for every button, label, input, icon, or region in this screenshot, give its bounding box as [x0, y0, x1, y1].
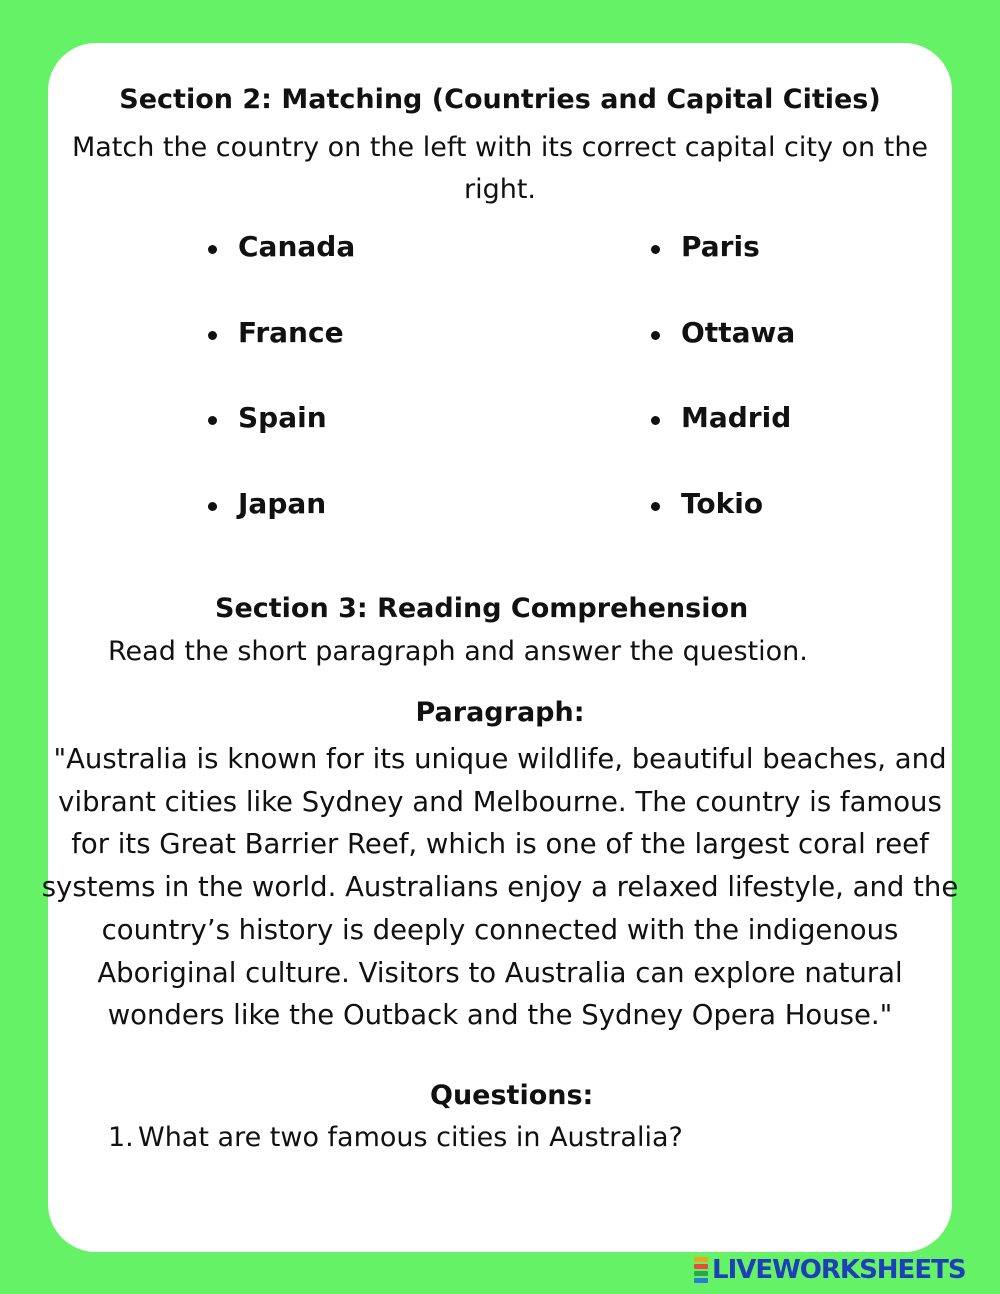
capital-paris: Paris [681, 230, 760, 263]
bullet-icon [208, 416, 217, 425]
question-number: 1. [108, 1122, 134, 1153]
country-list [208, 230, 508, 530]
bullet-icon [208, 502, 217, 511]
section-2-title: Section 2: Matching (Countries and Capital Cities) [119, 84, 881, 115]
country-spain: Spain [238, 401, 327, 434]
bullet-icon [651, 245, 660, 254]
paragraph-label: Paragraph: [415, 697, 585, 728]
section-2-instructions: Match the country on the left with its correct capital city on the right. [71, 132, 929, 205]
liveworksheets-icon [694, 1257, 708, 1283]
bullet-icon [208, 331, 217, 340]
question-list [108, 1122, 683, 1153]
logo-bar [694, 1257, 708, 1262]
logo-bar [694, 1278, 708, 1283]
bullet-icon [651, 331, 660, 340]
questions-label: Questions: [430, 1080, 594, 1111]
country-japan: Japan [238, 487, 327, 520]
section-3-title: Section 3: Reading Comprehension [215, 593, 749, 624]
logo-bar [694, 1264, 708, 1269]
capital-ottawa: Ottawa [681, 316, 796, 349]
liveworksheets-logo [694, 1255, 966, 1285]
brand-name: LIVEWORKSHEETS [712, 1255, 966, 1285]
capital-tokio: Tokio [681, 487, 764, 520]
capital-list [651, 230, 951, 530]
country-france: France [238, 316, 344, 349]
country-canada: Canada [238, 230, 356, 263]
question-text: What are two famous cities in Australia? [138, 1122, 683, 1153]
section-3-instructions: Read the short paragraph and answer the question. [108, 636, 808, 667]
bullet-icon [651, 416, 660, 425]
bullet-icon [651, 502, 660, 511]
logo-bar [694, 1271, 708, 1276]
capital-madrid: Madrid [681, 401, 792, 434]
bullet-icon [208, 245, 217, 254]
paragraph-text: "Australia is known for its unique wildlife, beautiful beaches, and vibrant cities like Sydney and Melbourne. The country is famous for its Great Barrier Reef, which is one of the largest coral reef systems in the world. Australians enjoy a relaxed lifestyle, and the country’s history is deeply connected with the indigenous Aboriginal culture. Visitors to Australia can explore natural wonders like the Outback and the Sydney Opera House." [41, 743, 959, 1032]
list-item [108, 1122, 683, 1153]
